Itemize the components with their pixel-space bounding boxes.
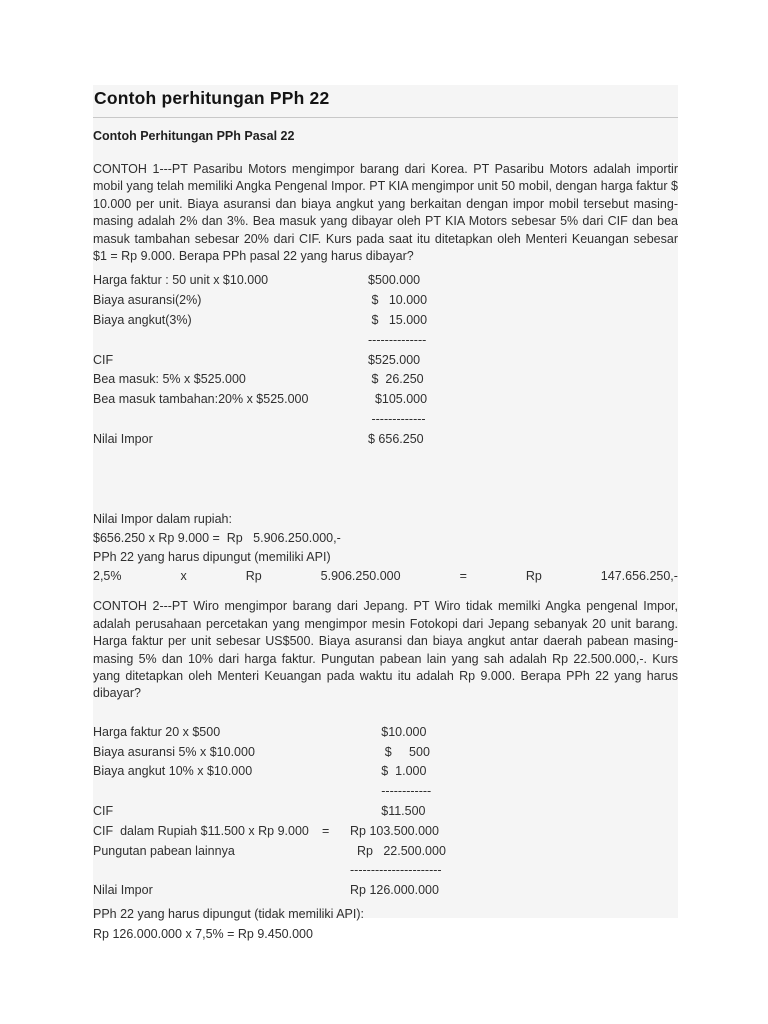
contoh2-pph-block: [93, 905, 678, 945]
contoh1-rupiah-block: [93, 510, 678, 587]
table-row: [93, 293, 678, 313]
calc-label: Pungutan pabean lainnya: [93, 843, 235, 858]
page-title: Contoh perhitungan PPh 22: [94, 88, 330, 108]
table-row-separator: [93, 333, 678, 353]
table-row: [93, 273, 678, 293]
contoh2-calc-table: [93, 725, 678, 903]
pph-currency: Rp: [245, 569, 262, 584]
table-row: [93, 844, 678, 864]
title-divider: [93, 117, 678, 118]
calc-value: $105.000: [368, 392, 428, 407]
calc-value: $ 656.250: [368, 431, 424, 446]
calc-value: $525.000: [368, 352, 421, 367]
pph-heading: PPh 22 yang harus dipungut (tidak memiliki API):: [93, 907, 364, 922]
pph-equals: =: [459, 569, 467, 584]
calc-value: $500.000: [368, 273, 421, 288]
table-row: [93, 824, 678, 844]
document-page: [93, 85, 678, 941]
calc-value: $11.500: [350, 804, 426, 819]
calc-label: CIF dalam Rupiah $11.500 x Rp 9.000: [93, 823, 309, 838]
pph-currency: Rp: [525, 569, 542, 584]
calc-separator: ----------------------: [350, 863, 442, 878]
calc-label: Harga faktur : 50 unit x $10.000: [93, 273, 269, 288]
table-row-separator: [93, 863, 678, 883]
pph-rate: 2,5%: [93, 569, 122, 584]
calc-label: Nilai Impor: [93, 883, 153, 898]
table-row: [93, 372, 678, 392]
contoh1-calc-table: [93, 273, 678, 451]
calc-label: Bea masuk: 5% x $525.000: [93, 372, 246, 387]
table-row: [93, 725, 678, 745]
calc-label: Biaya angkut 10% x $10.000: [93, 764, 253, 779]
rupiah-conversion-line: $656.250 x Rp 9.000 = Rp 5.906.250.000,-: [93, 530, 341, 545]
table-row-separator: [93, 412, 678, 432]
calc-value: $ 10.000: [368, 293, 428, 308]
calc-value: $ 1.000: [350, 764, 427, 779]
calc-value: $ 15.000: [368, 313, 428, 328]
calc-value: Rp 22.500.000: [350, 843, 446, 858]
calc-separator: -------------: [368, 412, 426, 427]
equals-sign: =: [322, 823, 330, 838]
calc-label: Harga faktur 20 x $500: [93, 724, 221, 739]
rupiah-heading: Nilai Impor dalam rupiah:: [93, 511, 232, 526]
calc-label: CIF: [93, 804, 114, 819]
calc-label: Biaya asuransi 5% x $10.000: [93, 744, 255, 759]
contoh2-paragraph: CONTOH 2---PT Wiro mengimpor barang dari Jepang. PT Wiro tidak memilki Angka pengenal Impor, adalah perusahaan percetakan yang mengimpor mesin Fotokopi dari Jepang sebanyak 20 unit barang. Harga faktur per unit sebesar US$500. Biaya asuransi dan biaya angkut antar daerah pabean masing-masing 5% dan 10% dari harga faktur. Pungutan pabean lain yang sah adalah Rp 22.500.000,-. Kurs yang ditetapkan oleh Menteri Keuangan pada waktu itu adalah Rp 9.000. Berapa PPh 22 yang harus dibayar?: [93, 599, 678, 701]
table-row: [93, 313, 678, 333]
calc-label: CIF: [93, 352, 114, 367]
pph-result-amount: 147.656.250,-: [600, 569, 678, 584]
calc-value: $ 26.250: [368, 372, 424, 387]
calc-value: Rp 103.500.000: [350, 823, 439, 838]
calc-separator: ------------: [350, 784, 432, 799]
pph-calculation-row: [93, 567, 678, 586]
table-row-separator: [93, 784, 678, 804]
pph-heading: PPh 22 yang harus dipungut (memiliki API): [93, 550, 331, 565]
calc-value: $10.000: [350, 724, 427, 739]
calc-value: $ 500: [350, 744, 430, 759]
table-row: [93, 745, 678, 765]
pph-times: x: [180, 569, 187, 584]
calc-label: Biaya angkut(3%): [93, 313, 192, 328]
calc-label: Nilai Impor: [93, 431, 153, 446]
section-subtitle: Contoh Perhitungan PPh Pasal 22: [93, 129, 295, 143]
contoh1-paragraph: CONTOH 1---PT Pasaribu Motors mengimpor barang dari Korea. PT Pasaribu Motors adalah importir mobil yang telah memiliki Angka Pengenal Impor. PT KIA mengimpor unit 50 mobil, dengan harga faktur $ 10.000 per unit. Biaya asuransi dan biaya angkut yang berkaitan dengan impor mobil tersebut masing-masing adalah 2% dan 3%. Bea masuk yang dibayar oleh PT KIA Motors sebesar 5% dari CIF dan bea masuk tambahan sebesar 20% dari CIF. Kurs pada saat itu ditetapkan oleh Menteri Keuangan sebesar $1 = Rp 9.000. Berapa PPh pasal 22 yang harus dibayar?: [93, 162, 678, 264]
calc-separator: --------------: [368, 332, 427, 347]
pph-calculation-line: Rp 126.000.000 x 7,5% = Rp 9.450.000: [93, 926, 313, 941]
table-row: [93, 764, 678, 784]
calc-label: Bea masuk tambahan:20% x $525.000: [93, 392, 309, 407]
pph-base-amount: 5.906.250.000: [320, 569, 401, 584]
table-row: [93, 883, 678, 903]
table-row: [93, 804, 678, 824]
table-row: [93, 432, 678, 452]
calc-label: Biaya asuransi(2%): [93, 293, 202, 308]
table-row: [93, 392, 678, 412]
table-row: [93, 353, 678, 373]
calc-value: Rp 126.000.000: [350, 883, 439, 898]
